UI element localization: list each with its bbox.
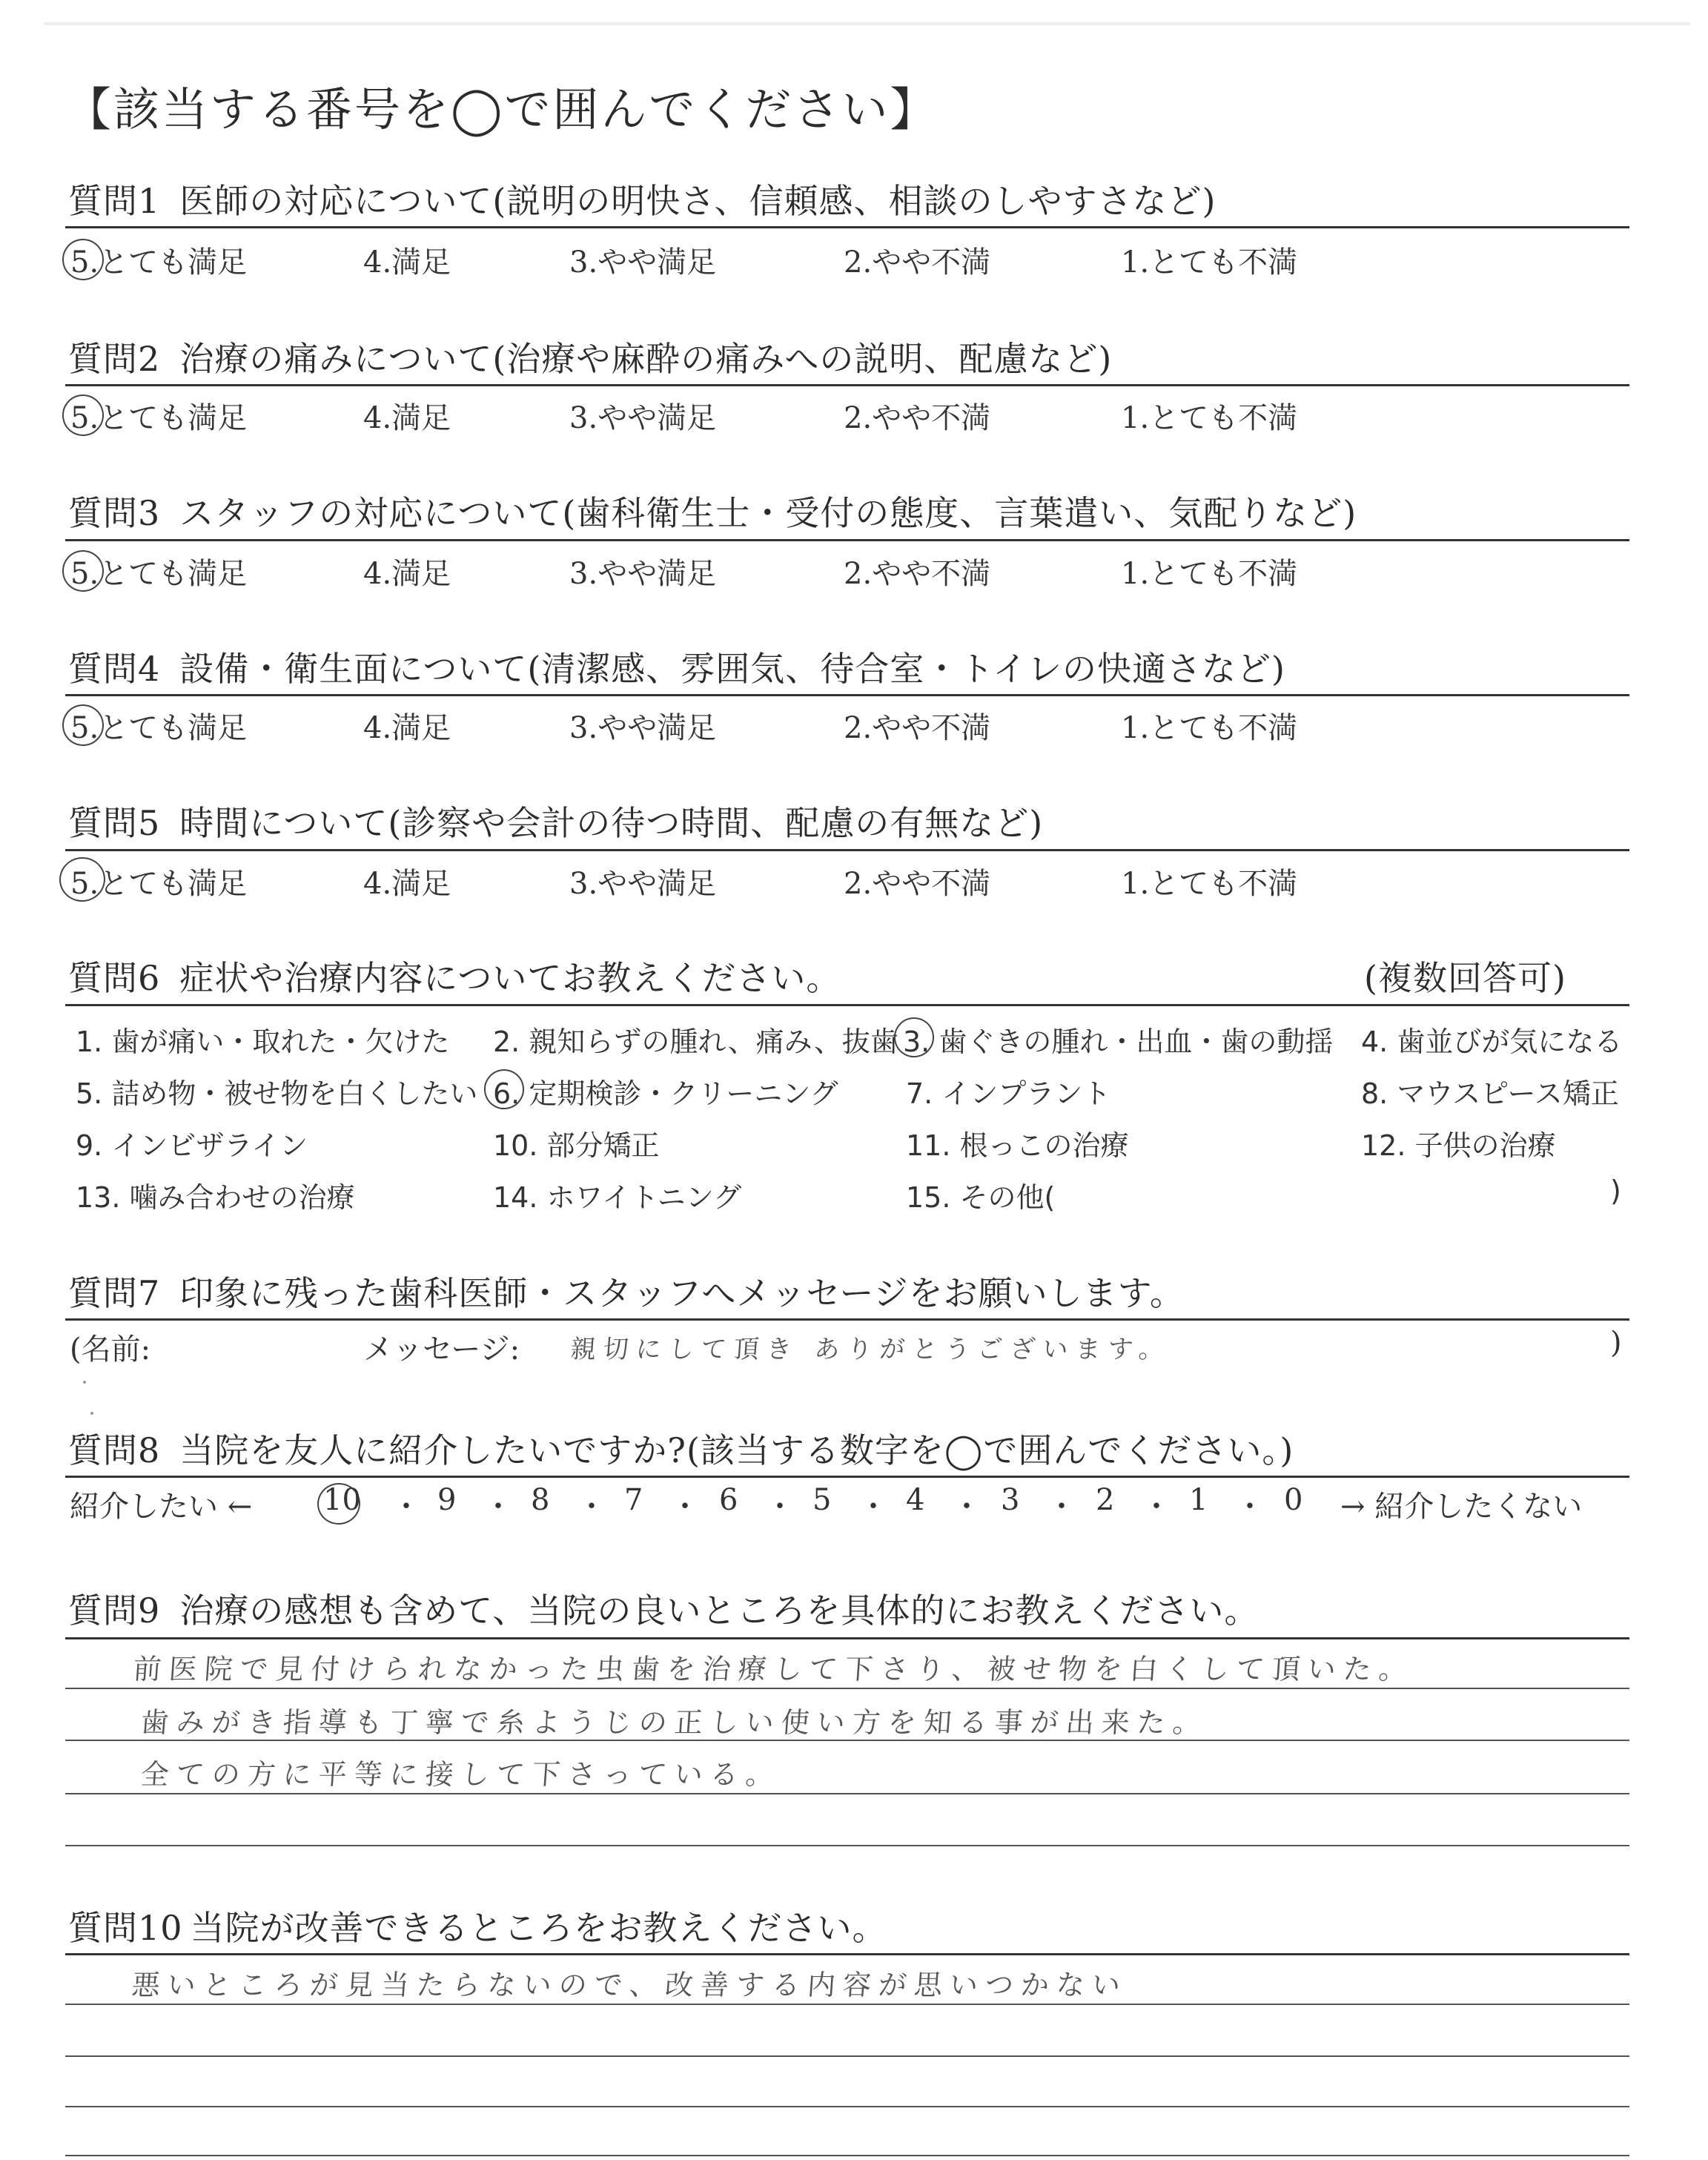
question-rule (65, 1318, 1629, 1321)
scale-separator: ・ (765, 1490, 795, 1524)
symptom-option-8[interactable]: 8. マウスピース矯正 (1361, 1077, 1619, 1110)
question-text: 症状や治療内容についてお教えください。 (179, 958, 841, 998)
question-rule (65, 849, 1629, 851)
option-1[interactable]: 1.とても不満 (1121, 711, 1298, 745)
scan-speck (90, 1412, 93, 1415)
option-3[interactable]: 3.やや満足 (569, 711, 717, 745)
score-4[interactable]: 4 (906, 1483, 925, 1517)
score-6[interactable]: 6 (719, 1483, 738, 1517)
option-3[interactable]: 3.やや満足 (569, 401, 717, 435)
symptom-option-12[interactable]: 12. 子供の治療 (1361, 1129, 1556, 1162)
question-rule (65, 226, 1629, 228)
symptom-option-7[interactable]: 7. インプラント (906, 1077, 1111, 1110)
scale-separator: ・ (670, 1490, 700, 1524)
scan-edge (44, 22, 1690, 25)
question-text: 治療の痛みについて(治療や麻酔の痛みへの説明、配慮など) (179, 339, 1113, 379)
option-2[interactable]: 2.やや不満 (844, 867, 991, 901)
answer-rule (65, 2055, 1629, 2057)
scale-separator: ・ (1235, 1490, 1265, 1524)
handwritten-message[interactable]: 親切にして頂き ありがとうございます。 (569, 1335, 1173, 1364)
message-label: メッセージ: (363, 1332, 520, 1367)
scale-separator: ・ (858, 1490, 888, 1524)
option-2[interactable]: 2.やや不満 (844, 245, 991, 280)
option-1[interactable]: 1.とても不満 (1121, 401, 1298, 435)
option-4[interactable]: 4.満足 (363, 401, 451, 435)
option-3[interactable]: 3.やや満足 (569, 557, 717, 591)
question-number: 質問4 (68, 649, 161, 689)
score-3[interactable]: 3 (1001, 1483, 1020, 1517)
scale-separator: ・ (577, 1490, 606, 1524)
recommend-right-label: → 紹介したくない (1340, 1490, 1583, 1524)
symptom-option-13[interactable]: 13. 噛み合わせの治療 (76, 1181, 355, 1214)
multiple-answer-note: (複数回答可) (1364, 958, 1566, 998)
recommend-left-label: 紹介したい ← (70, 1490, 253, 1524)
scale-separator: ・ (1047, 1490, 1076, 1524)
question-title (68, 796, 1043, 845)
score-5[interactable]: 5 (812, 1483, 832, 1517)
page-heading: 【該当する番号を◯で囲んでください】 (65, 82, 939, 136)
option-1[interactable]: 1.とても不満 (1121, 557, 1298, 591)
question-number: 質問1 (68, 181, 161, 221)
score-10[interactable]: 10 (323, 1483, 361, 1517)
answer-rule (65, 2106, 1629, 2107)
question-rule (65, 539, 1629, 541)
option-1[interactable]: 1.とても不満 (1121, 245, 1298, 280)
option-5[interactable]: 5.とても満足 (70, 401, 248, 435)
option-4[interactable]: 4.満足 (363, 557, 451, 591)
symptom-option-10[interactable]: 10. 部分矯正 (493, 1129, 660, 1162)
symptom-option-3[interactable]: 3. 歯ぐきの腫れ・出血・歯の動揺 (903, 1025, 1334, 1058)
question-text: 医師の対応について(説明の明快さ、信頼感、相談のしやすさなど) (179, 181, 1217, 221)
question-title (68, 1424, 1294, 1473)
question-rule (65, 1637, 1629, 1639)
question-number: 質問2 (68, 339, 161, 379)
question-rule (65, 1476, 1629, 1478)
scale-separator: ・ (1142, 1490, 1171, 1524)
scale-separator: ・ (952, 1490, 982, 1524)
question-title (68, 642, 1285, 691)
option-4[interactable]: 4.満足 (363, 711, 451, 745)
option-4[interactable]: 4.満足 (363, 867, 451, 901)
scale-separator: ・ (483, 1490, 513, 1524)
question-number: 質問6 (68, 958, 161, 998)
symptom-option-5[interactable]: 5. 詰め物・被せ物を白くしたい (76, 1077, 478, 1110)
score-0[interactable]: 0 (1284, 1483, 1303, 1517)
score-7[interactable]: 7 (624, 1483, 643, 1517)
symptom-option-2[interactable]: 2. 親知らずの腫れ、痛み、抜歯 (493, 1025, 898, 1058)
question-text: 当院が改善できるところをお教えください。 (190, 1908, 887, 1948)
score-1[interactable]: 1 (1189, 1483, 1208, 1517)
option-5[interactable]: 5.とても満足 (70, 245, 248, 280)
answer-rule (65, 2004, 1629, 2005)
answer-line-3[interactable]: 全ての方に平等に接して下さっている。 (139, 1758, 783, 1791)
other-close-paren: ) (1610, 1175, 1621, 1207)
option-2[interactable]: 2.やや不満 (844, 557, 991, 591)
scale-separator: ・ (391, 1490, 421, 1524)
question-title (68, 332, 1112, 381)
answer-rule (65, 1688, 1629, 1689)
option-5[interactable]: 5.とても満足 (70, 557, 248, 591)
option-2[interactable]: 2.やや不満 (844, 401, 991, 435)
question-text: 当院を友人に紹介したいですか?(該当する数字を◯で囲んでください。) (179, 1430, 1294, 1470)
option-5[interactable]: 5.とても満足 (70, 711, 248, 745)
question-rule (65, 1004, 1629, 1006)
question-rule (65, 694, 1629, 696)
answer-line-1[interactable]: 悪いところが見当たらないので、改善する内容が思いつかない (130, 1969, 1129, 2001)
question-text: 印象に残った歯科医師・スタッフへメッセージをお願いします。 (179, 1273, 1185, 1313)
question-text: スタッフの対応について(歯科衛生士・受付の態度、言葉遣い、気配りなど) (179, 493, 1357, 533)
question-rule (65, 1953, 1629, 1955)
answer-line-2[interactable]: 歯みがき指導も丁寧で糸ようじの正しい使い方を知る事が出来た。 (139, 1706, 1210, 1739)
answer-rule (65, 1740, 1629, 1741)
answer-line-1[interactable]: 前医院で見付けられなかった虫歯を治療して下さり、被せ物を白くして頂いた。 (132, 1653, 1416, 1685)
question-text: 時間について(診察や会計の待つ時間、配慮の有無など) (179, 803, 1044, 843)
question-number: 質問10 (68, 1908, 183, 1948)
option-3[interactable]: 3.やや満足 (569, 867, 717, 901)
score-9[interactable]: 9 (437, 1483, 457, 1517)
symptom-option-15[interactable]: 15. その他( (906, 1181, 1056, 1214)
question-text: 設備・衛生面について(清潔感、雰囲気、待合室・トイレの快適さなど) (179, 649, 1285, 689)
option-5[interactable]: 5.とても満足 (70, 867, 248, 901)
symptom-option-4[interactable]: 4. 歯並びが気になる (1361, 1025, 1623, 1058)
answer-rule (65, 2155, 1629, 2156)
question-rule (65, 384, 1629, 386)
answer-rule (65, 1793, 1629, 1794)
option-2[interactable]: 2.やや不満 (844, 711, 991, 745)
question-text: 治療の感想も含めて、当院の良いところを具体的にお教えください。 (179, 1591, 1260, 1631)
symptom-option-9[interactable]: 9. インビザライン (76, 1129, 308, 1162)
symptom-option-11[interactable]: 11. 根っこの治療 (906, 1129, 1129, 1162)
score-8[interactable]: 8 (531, 1483, 550, 1517)
option-4[interactable]: 4.満足 (363, 245, 451, 280)
question-number: 質問9 (68, 1591, 161, 1631)
symptom-option-14[interactable]: 14. ホワイトニング (493, 1181, 742, 1214)
question-number: 質問8 (68, 1430, 161, 1470)
scan-speck (83, 1381, 86, 1384)
question-title (68, 951, 841, 1000)
question-title (68, 1584, 1259, 1633)
option-1[interactable]: 1.とても不満 (1121, 867, 1298, 901)
question-title (68, 486, 1357, 535)
question-title (68, 1266, 1185, 1315)
question-number: 質問7 (68, 1273, 161, 1313)
question-number: 質問3 (68, 493, 161, 533)
question-title (68, 174, 1216, 223)
question-title (68, 1901, 887, 1950)
message-close-paren: ) (1610, 1326, 1622, 1360)
score-2[interactable]: 2 (1096, 1483, 1115, 1517)
question-number: 質問5 (68, 803, 161, 843)
symptom-option-1[interactable]: 1. 歯が痛い・取れた・欠けた (76, 1025, 450, 1058)
answer-rule (65, 1845, 1629, 1846)
symptom-option-6[interactable]: 6. 定期検診・クリーニング (493, 1077, 838, 1110)
option-3[interactable]: 3.やや満足 (569, 245, 717, 280)
name-label: (名前: (70, 1332, 151, 1367)
